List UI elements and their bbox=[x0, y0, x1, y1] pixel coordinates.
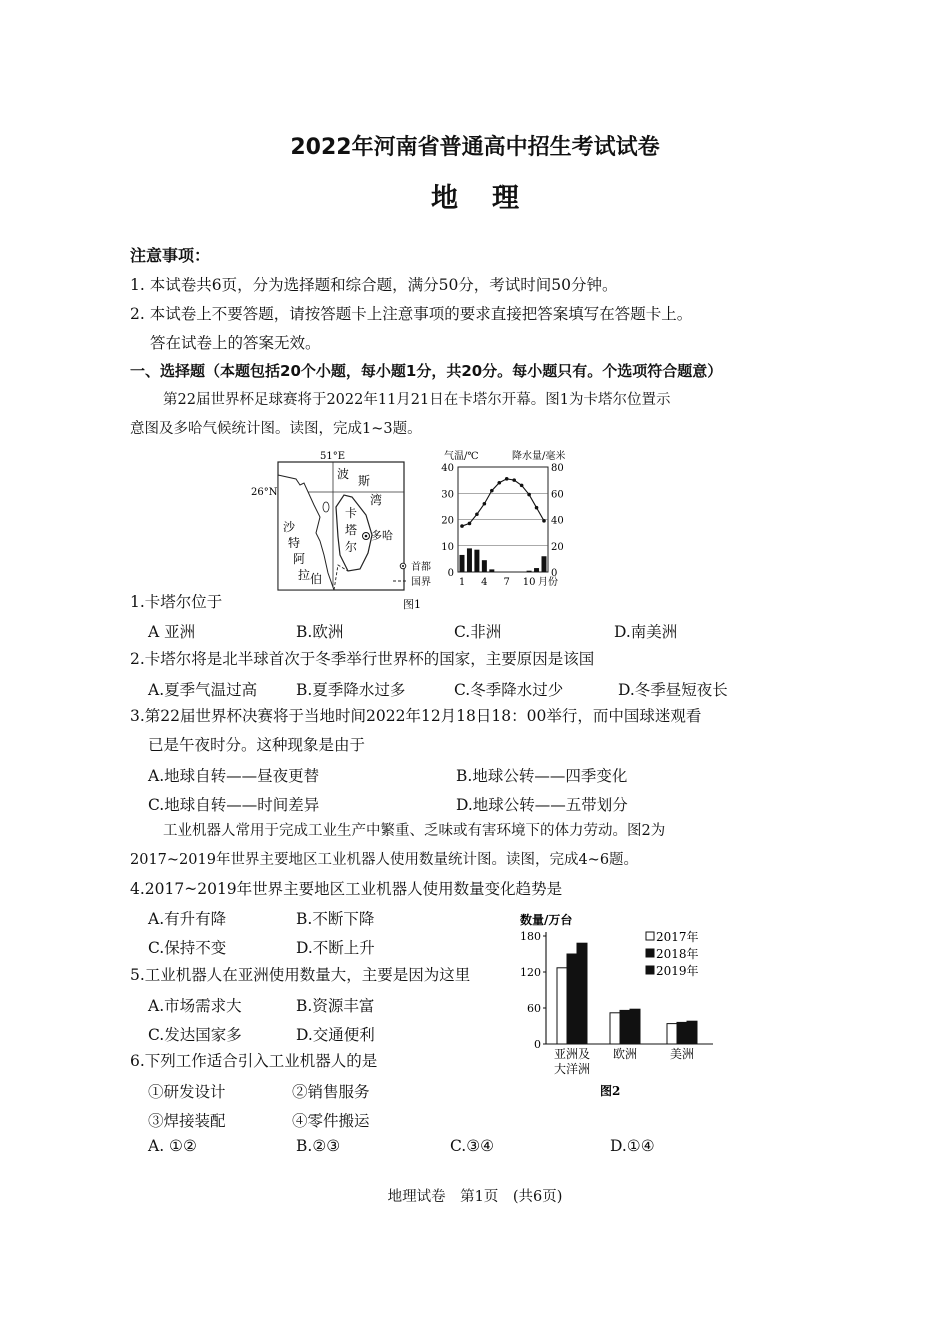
q1-option-a[interactable]: A 亚洲 bbox=[148, 623, 196, 641]
label-wan: 湾 bbox=[370, 493, 383, 507]
notice-line-2: 2. 本试卷上不要答题，请按答题卡上注意事项的要求直接把答案填写在答题卡上。 bbox=[130, 305, 693, 323]
climate-right-tick: 40 bbox=[551, 515, 564, 527]
label-bo: 波 bbox=[337, 467, 350, 481]
q4-option-c[interactable]: C.保持不变 bbox=[148, 939, 227, 957]
figure-2 bbox=[508, 906, 738, 1102]
temperature-point bbox=[520, 484, 524, 488]
q6-item-3: ③焊接装配 bbox=[148, 1112, 226, 1130]
temperature-point bbox=[468, 522, 472, 526]
temperature-point bbox=[527, 493, 531, 497]
q3-option-b[interactable]: B.地球公转——四季变化 bbox=[456, 767, 628, 785]
climate-x-tick: 1 bbox=[458, 577, 466, 588]
temperature-point bbox=[497, 481, 501, 485]
q2-option-c[interactable]: C.冬季降水过少 bbox=[454, 681, 564, 699]
exam-title: 2022年河南省普通高中招生考试试卷 bbox=[290, 135, 660, 160]
robot-legend-swatch bbox=[646, 932, 654, 940]
q6-option-c[interactable]: C.③④ bbox=[450, 1137, 495, 1155]
label-er: 尔 bbox=[345, 540, 358, 554]
q6-option-a[interactable]: A. ①② bbox=[148, 1137, 197, 1155]
temperature-point bbox=[475, 512, 479, 516]
climate-left-tick: 20 bbox=[441, 515, 454, 527]
climate-right-tick: 60 bbox=[551, 489, 564, 501]
section-heading: 一、选择题（本题包括20个小题，每小题1分，共20分。每小题只有。个选项符合题意） bbox=[130, 362, 723, 380]
lat-label: 26°N bbox=[251, 487, 278, 498]
q3-stem-2: 已是午夜时分。这种现象是由于 bbox=[148, 736, 366, 754]
precip-bar bbox=[489, 569, 494, 572]
q2-stem: 2.卡塔尔将是北半球首次于冬季举行世界杯的国家，主要原因是该国 bbox=[130, 650, 595, 668]
label-a: 阿 bbox=[293, 552, 306, 566]
q2-option-a[interactable]: A.夏季气温过高 bbox=[148, 681, 258, 699]
temperature-point bbox=[483, 502, 487, 506]
intro-2-line-2: 2017~2019年世界主要地区工业机器人使用数量统计图。读图，完成4~6题。 bbox=[130, 852, 639, 868]
q5-option-c[interactable]: C.发达国家多 bbox=[148, 1026, 242, 1044]
precip-bar bbox=[474, 550, 479, 572]
q2-option-d[interactable]: D.冬季昼短夜长 bbox=[618, 681, 728, 699]
intro-1-line-1: 第22届世界杯足球赛将于2022年11月21日在卡塔尔开幕。图1为卡塔尔位置示 bbox=[163, 392, 671, 408]
robot-y-tick: 60 bbox=[527, 1002, 541, 1015]
temperature-point bbox=[542, 519, 546, 523]
city-doha: 多哈 bbox=[371, 529, 393, 542]
robot-legend-label: 2019年 bbox=[656, 964, 699, 978]
q6-item-1: ①研发设计 bbox=[148, 1083, 226, 1101]
robot-category-label: 亚洲及 bbox=[553, 1047, 591, 1061]
notice-line-3: 答在试卷上的答案无效。 bbox=[150, 334, 321, 352]
island bbox=[323, 502, 329, 512]
page-footer: 地理试卷 第1页 (共6页) bbox=[387, 1189, 563, 1205]
precip-bar bbox=[534, 568, 539, 572]
temperature-point bbox=[490, 489, 494, 493]
robot-bar bbox=[610, 1013, 620, 1044]
label-si: 斯 bbox=[358, 474, 371, 488]
climate-chart bbox=[441, 449, 565, 588]
robot-legend-swatch bbox=[646, 966, 654, 974]
robot-bar bbox=[567, 954, 577, 1044]
climate-xlabel: 月份 bbox=[538, 577, 558, 588]
temperature-line bbox=[462, 479, 544, 526]
temperature-point bbox=[460, 524, 464, 528]
label-te: 特 bbox=[288, 536, 301, 550]
robot-ylabel: 数量/万台 bbox=[520, 913, 573, 927]
intro-1-line-2: 意图及多哈气候统计图。读图，完成1~3题。 bbox=[130, 421, 422, 437]
q4-option-d[interactable]: D.不断上升 bbox=[296, 939, 375, 957]
notice-line-1: 1. 本试卷共6页，分为选择题和综合题，满分50分，考试时间50分钟。 bbox=[130, 276, 618, 294]
q1-option-d[interactable]: D.南美洲 bbox=[614, 623, 678, 641]
q3-option-c[interactable]: C.地球自转——时间差异 bbox=[148, 796, 320, 814]
q1-stem: 1.卡塔尔位于 bbox=[130, 593, 223, 611]
label-la: 拉 bbox=[298, 568, 311, 582]
climate-left-tick: 10 bbox=[441, 541, 454, 553]
climate-ylabel-right: 降水量/毫米 bbox=[512, 451, 566, 462]
robot-category-label: 美洲 bbox=[669, 1047, 695, 1061]
climate-right-tick: 80 bbox=[551, 463, 564, 474]
precip-bar bbox=[467, 548, 472, 572]
robot-bar bbox=[577, 943, 587, 1044]
robot-y-tick: 180 bbox=[520, 930, 541, 943]
label-ta: 塔 bbox=[345, 523, 358, 537]
q5-stem: 5.工业机器人在亚洲使用数量大，主要是因为这里 bbox=[130, 966, 471, 984]
climate-right-tick: 20 bbox=[551, 541, 564, 553]
q6-item-2: ②销售服务 bbox=[292, 1083, 370, 1101]
climate-x-tick: 7 bbox=[503, 577, 510, 588]
robot-y-tick: 120 bbox=[520, 966, 541, 979]
notice-heading: 注意事项： bbox=[130, 246, 211, 265]
robot-bar bbox=[630, 1009, 640, 1044]
q5-option-a[interactable]: A.市场需求大 bbox=[148, 997, 242, 1015]
figure-1-caption: 图1 bbox=[403, 598, 421, 611]
intro-2-line-1: 工业机器人常用于完成工业生产中繁重、乏味或有害环境下的体力劳动。图2为 bbox=[163, 823, 666, 839]
robot-category-label: 欧洲 bbox=[612, 1047, 638, 1061]
temperature-point bbox=[512, 478, 516, 482]
temperature-point bbox=[535, 506, 539, 510]
robot-bar-chart bbox=[520, 912, 713, 1098]
q6-option-d[interactable]: D.①④ bbox=[610, 1137, 655, 1155]
climate-left-tick: 30 bbox=[441, 489, 454, 501]
lon-label: 51°E bbox=[320, 451, 346, 462]
climate-right-tick: 0 bbox=[551, 568, 558, 579]
label-sha: 沙 bbox=[283, 520, 296, 534]
q6-option-b[interactable]: B.②③ bbox=[296, 1137, 341, 1155]
q1-option-c[interactable]: C.非洲 bbox=[454, 623, 502, 641]
precip-bar bbox=[460, 555, 465, 572]
figure-2-caption: 图2 bbox=[600, 1084, 621, 1098]
climate-x-tick: 4 bbox=[481, 577, 488, 588]
robot-y-tick: 0 bbox=[534, 1038, 541, 1051]
legend-capital: 首都 bbox=[411, 562, 431, 573]
climate-x-tick: 10 bbox=[522, 577, 536, 588]
q3-option-d[interactable]: D.地球公转——五带划分 bbox=[456, 796, 628, 814]
temperature-point bbox=[505, 477, 509, 481]
robot-category-label: 大洋洲 bbox=[553, 1062, 591, 1076]
q1-option-b[interactable]: B.欧洲 bbox=[296, 623, 344, 641]
q6-stem: 6.下列工作适合引入工业机器人的是 bbox=[130, 1052, 378, 1070]
figure-1 bbox=[248, 445, 598, 615]
precip-bar bbox=[542, 556, 547, 572]
label-ka: 卡 bbox=[345, 506, 358, 520]
robot-legend-label: 2017年 bbox=[656, 930, 699, 944]
q4-stem: 4.2017~2019年世界主要地区工业机器人使用数量变化趋势是 bbox=[130, 880, 563, 898]
label-bai: 伯 bbox=[310, 572, 323, 586]
robot-bar bbox=[687, 1021, 697, 1044]
robot-bar bbox=[620, 1010, 630, 1044]
climate-left-tick: 0 bbox=[447, 568, 454, 579]
q4-option-b[interactable]: B.不断下降 bbox=[296, 910, 375, 928]
robot-legend-swatch bbox=[646, 949, 654, 957]
q5-option-d[interactable]: D.交通便利 bbox=[296, 1026, 375, 1044]
q3-stem-1: 3.第22届世界杯决赛将于当地时间2022年12月18日18：00举行，而中国球迷观看 bbox=[130, 707, 702, 725]
robot-bar bbox=[557, 968, 567, 1044]
climate-ylabel-left: 气温/℃ bbox=[444, 451, 479, 462]
subject-title: 地理 bbox=[431, 183, 553, 214]
robot-bar bbox=[667, 1024, 677, 1044]
q3-option-a[interactable]: A.地球自转——昼夜更替 bbox=[148, 767, 320, 785]
q5-option-b[interactable]: B.资源丰富 bbox=[296, 997, 375, 1015]
q4-option-a[interactable]: A.有升有降 bbox=[148, 910, 227, 928]
legend-border: 国界 bbox=[411, 577, 431, 588]
climate-left-tick: 40 bbox=[441, 463, 454, 474]
q6-item-4: ④零件搬运 bbox=[292, 1112, 370, 1130]
robot-legend-label: 2018年 bbox=[656, 947, 699, 961]
robot-bar bbox=[677, 1022, 687, 1044]
precip-bar bbox=[482, 560, 487, 572]
precip-bar bbox=[527, 571, 532, 572]
q2-option-b[interactable]: B.夏季降水过多 bbox=[296, 681, 406, 699]
